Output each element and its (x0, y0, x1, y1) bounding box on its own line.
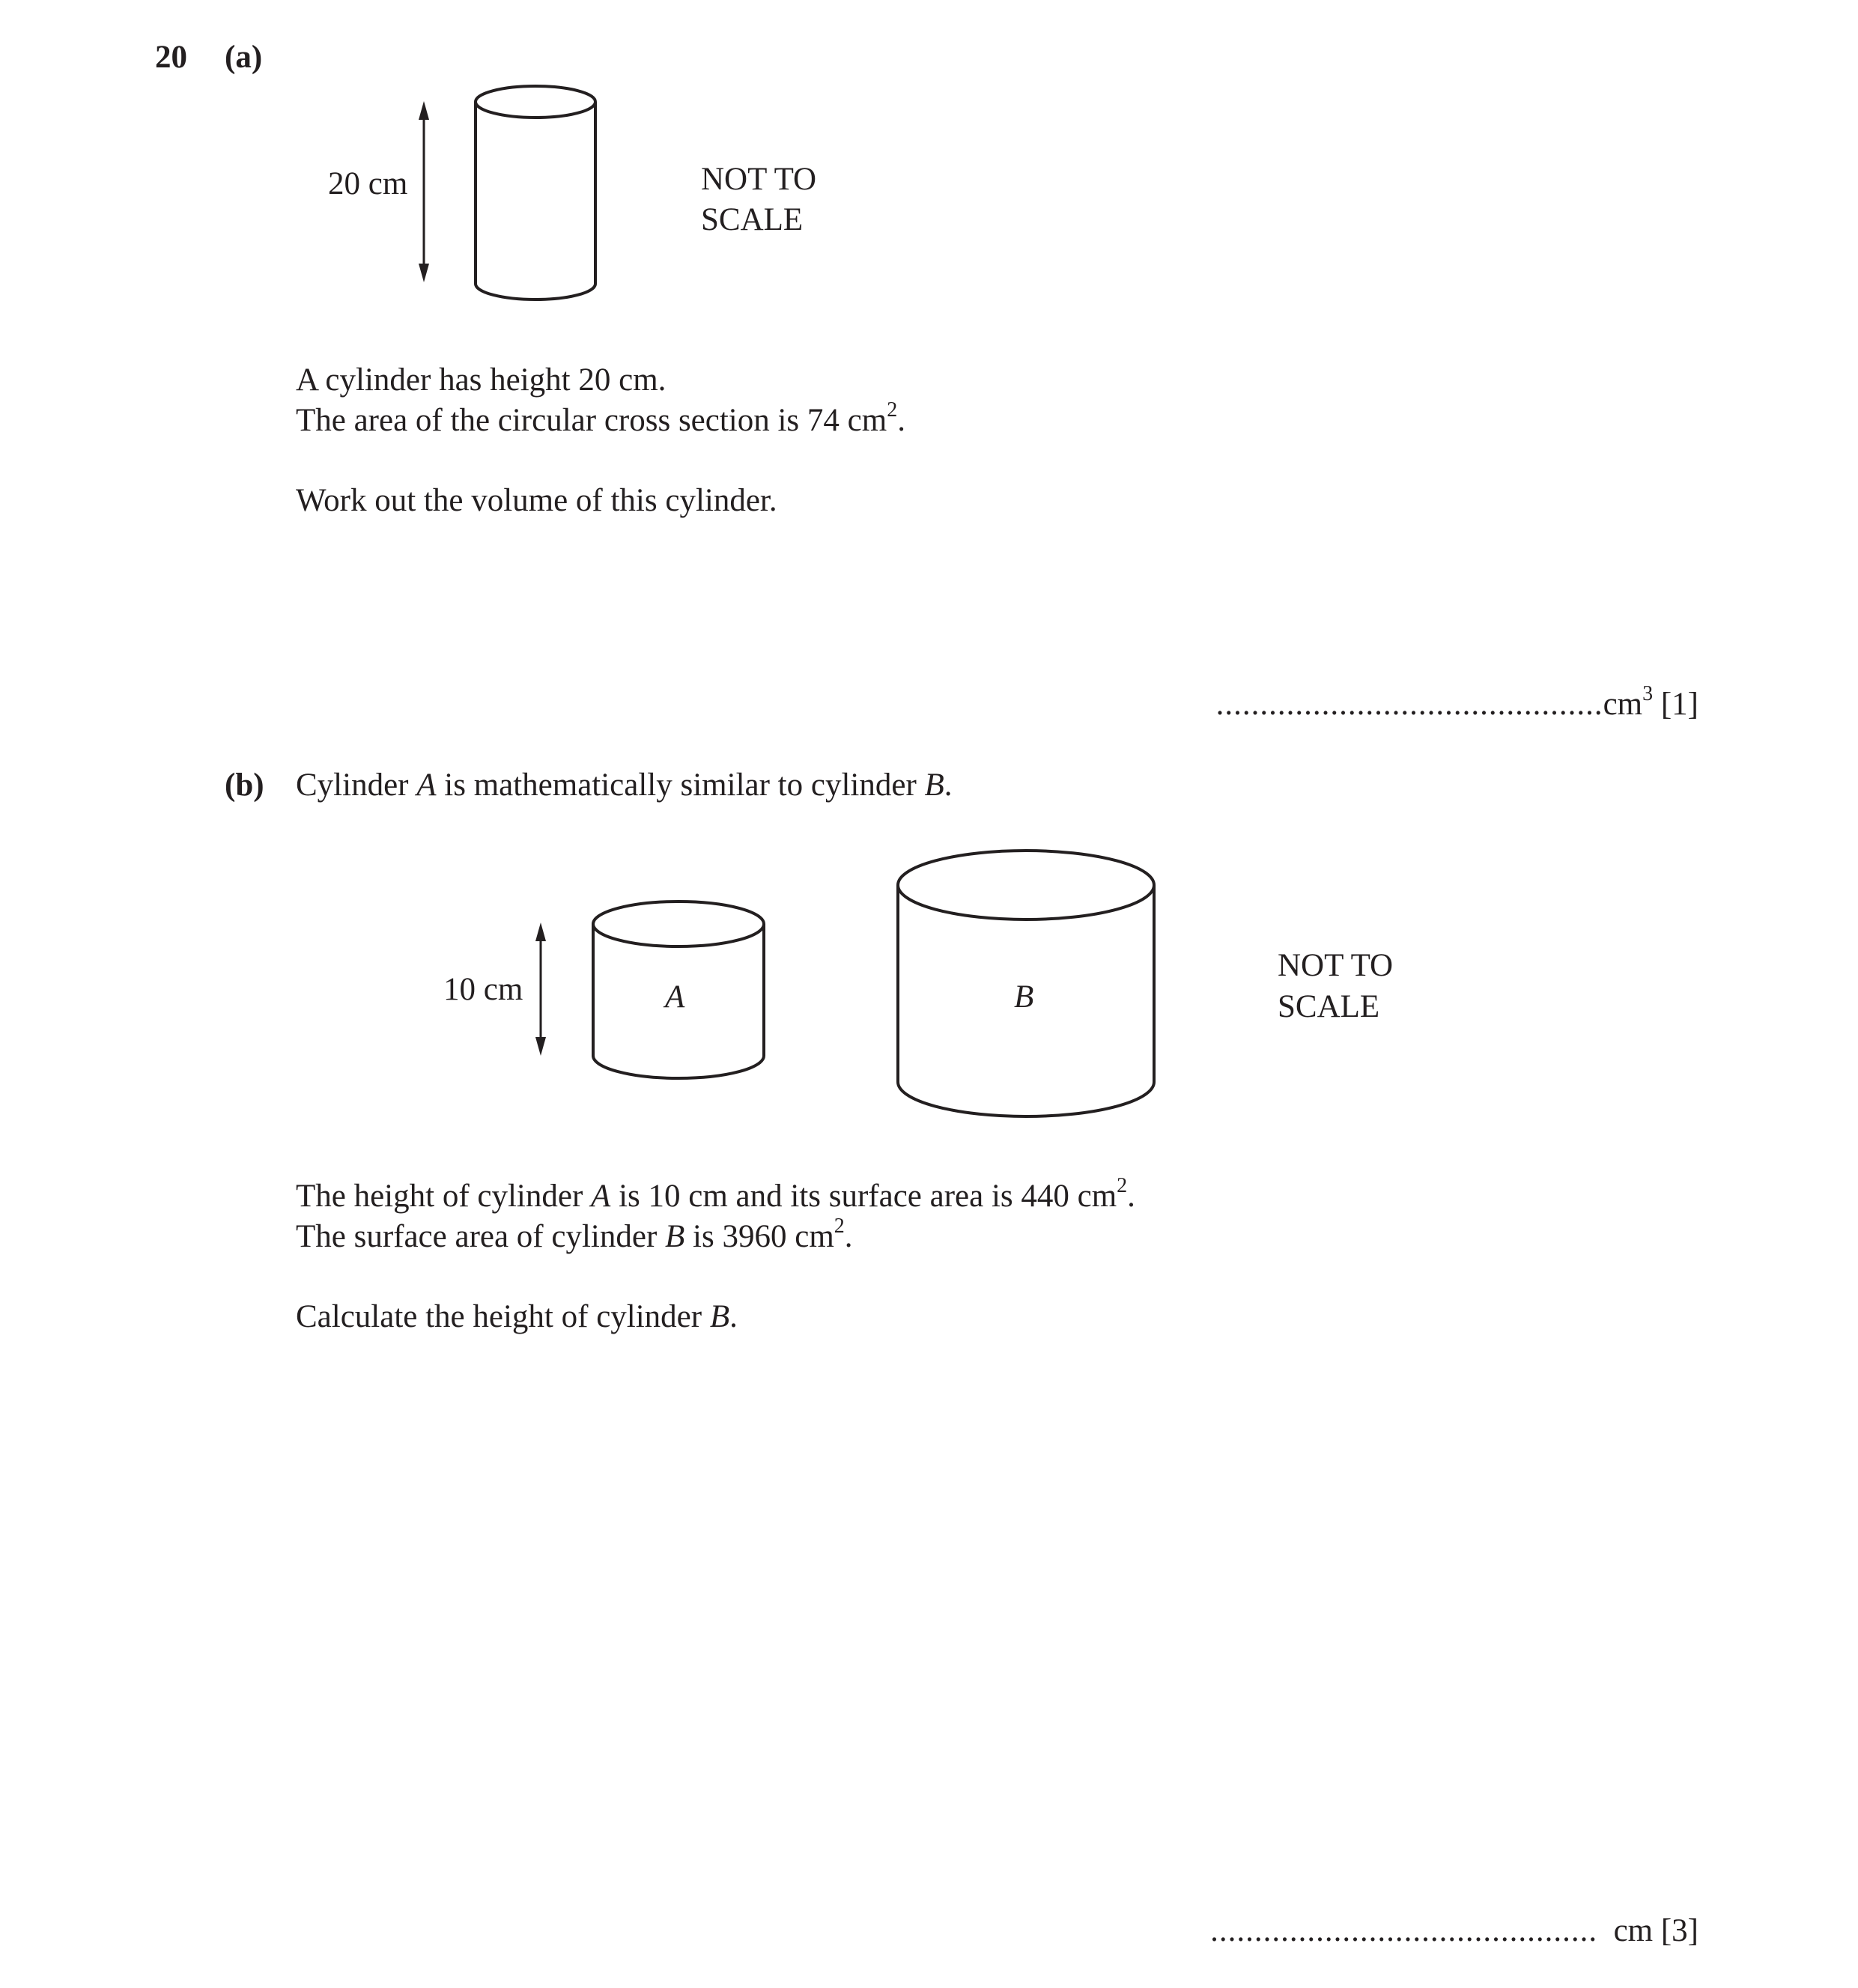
part-b-marks: [3] (1660, 1913, 1698, 1948)
part-b-answer-unit: cm (1613, 1913, 1654, 1948)
part-a-answer-line[interactable]: $............................................cm^3$ [1] (1215, 681, 1698, 722)
part-a-height-label: 20 cm (328, 166, 408, 201)
part-b-height-arrow (535, 922, 546, 1056)
part-b-text-line1: The height of cylinder A is 10 cm and its surface area is 440 $cm^2$. (296, 1173, 1135, 1214)
part-a-text-line2: The area of the circular cross section is 74 $cm^2$. (296, 398, 905, 438)
part-a-marks: [1] (1660, 687, 1698, 722)
part-a-not-to-scale-line2: SCALE (701, 202, 804, 237)
part-a-label: (a) (225, 40, 263, 75)
part-b-text-line2: The surface area of cylinder B is 3960 $cm^2$. (296, 1214, 853, 1254)
cylinder-a-label: A (665, 979, 685, 1015)
part-b-not-to-scale-line2: SCALE (1278, 989, 1380, 1024)
part-b-height-label: 10 cm (443, 972, 523, 1007)
part-a-answer-dots[interactable]: ............................................ (1215, 687, 1603, 722)
question-number: 20 (155, 40, 187, 75)
part-a-height-arrow (419, 101, 429, 282)
part-b-intro: Cylinder A is mathematically similar to cylinder B. (296, 767, 953, 803)
part-b-answer-dots[interactable]: ............................................ (1210, 1913, 1598, 1948)
part-b-answer-line[interactable] (1210, 1915, 1698, 1947)
part-b-instruction: Calculate the height of cylinder B. (296, 1299, 738, 1334)
part-a-answer-unit: cm (1603, 687, 1643, 722)
part-a-not-to-scale-line1: NOT TO (701, 162, 817, 197)
part-a-instruction: Work out the volume of this cylinder. (296, 483, 777, 518)
part-b-not-to-scale-line1: NOT TO (1278, 948, 1394, 983)
part-a-text-line1: A cylinder has height 20 cm. (296, 362, 667, 398)
part-a-cylinder (476, 86, 595, 300)
part-b-label: (b) (225, 767, 264, 803)
cylinder-b-label: B (1014, 979, 1034, 1015)
